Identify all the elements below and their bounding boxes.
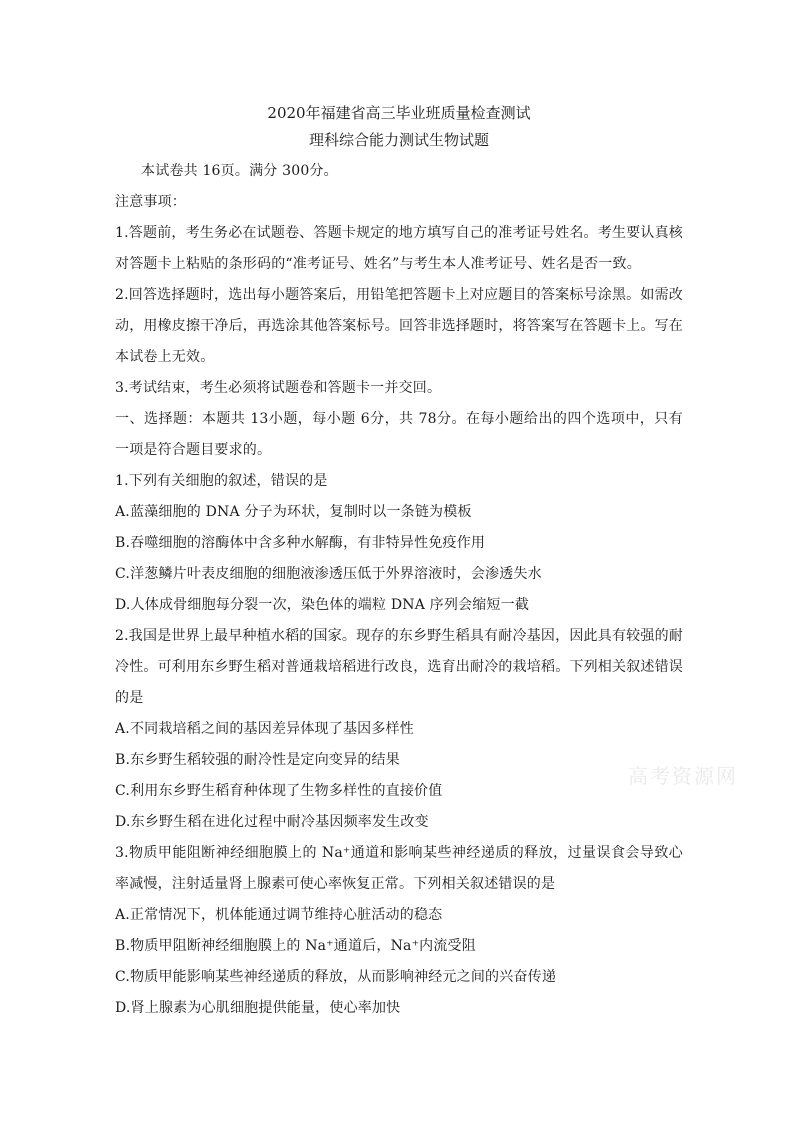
watermark-logo: 高考资源网 bbox=[628, 764, 738, 788]
notice-heading: 注意事项： bbox=[115, 194, 186, 210]
question-3-option-b: B.物质甲阻断神经细胞膜上的 Na⁺通道后，Na⁺内流受阻 bbox=[115, 938, 476, 954]
question-2-stem: 2.我国是世界上最早种植水稻的国家。现存的东乡野生稻具有耐冷基因，因此具有较强的耐冷性。可利用东乡野生稻对普通栽培稻进行改良，选育出耐冷的栽培稻。下列相关叙述错误的是 bbox=[115, 628, 683, 706]
question-1-option-d: D.人体成骨细胞每分裂一次，染色体的端粒 DNA 序列会缩短一截 bbox=[115, 597, 530, 613]
exam-title: 2020年福建省高三毕业班质量检查测试 bbox=[267, 104, 531, 122]
exam-subtitle: 理科综合能力测试生物试题 bbox=[308, 131, 489, 149]
notice-item-2: 2.回答选择题时，选出每小题答案后，用铅笔把答题卡上对应题目的答案标号涂黑。如需改动，用橡皮擦干净后，再选涂其他答案标号。回答非选择题时，将答案写在答题卡上。写在本试卷上无效。 bbox=[115, 287, 683, 365]
question-2-option-c: C.利用东乡野生稻育种体现了生物多样性的直接价值 bbox=[115, 783, 443, 799]
question-1-option-c: C.洋葱鳞片叶表皮细胞的细胞液渗透压低于外界溶液时，会渗透失水 bbox=[115, 566, 542, 582]
question-3-option-d: D.肾上腺素为心肌细胞提供能量，使心率加快 bbox=[115, 1000, 401, 1016]
exam-intro: 本试卷共 16页。满分 300分。 bbox=[141, 163, 338, 179]
question-2-option-d: D.东乡野生稻在进化过程中耐冷基因频率发生改变 bbox=[115, 814, 429, 830]
question-2-option-a: A.不同栽培稻之间的基因差异体现了基因多样性 bbox=[115, 721, 414, 737]
question-1-option-a: A.蓝藻细胞的 DNA 分子为环状，复制时以一条链为模板 bbox=[115, 504, 472, 520]
notice-item-3: 3.考试结束，考生必须将试题卷和答题卡一并交回。 bbox=[115, 380, 442, 396]
question-3-option-a: A.正常情况下，机体能通过调节维持心脏活动的稳态 bbox=[115, 907, 443, 923]
section-heading: 一、选择题：本题共 13小题，每小题 6分，共 78分。在每小题给出的四个选项中，只有一项是符合题目要求的。 bbox=[115, 411, 683, 458]
notice-item-1: 1.答题前，考生务必在试题卷、答题卡规定的地方填写自己的准考证号姓名。考生要认真核对答题卡上粘贴的条形码的“准考证号、姓名”与考生本人准考证号、姓名是否一致。 bbox=[115, 225, 683, 272]
question-1-stem: 1.下列有关细胞的叙述，错误的是 bbox=[115, 473, 328, 489]
question-3-option-c: C.物质甲能影响某些神经递质的释放，从而影响神经元之间的兴奋传递 bbox=[115, 969, 557, 985]
question-1-option-b: B.吞噬细胞的溶酶体中含多种水解酶，有非特异性免疫作用 bbox=[115, 535, 486, 551]
exam-content bbox=[115, 100, 683, 1024]
question-3-stem: 3.物质甲能阻断神经细胞膜上的 Na⁺通道和影响某些神经递质的释放，过量误食会导致心率减慢，注射适量肾上腺素可使心率恢复正常。下列相关叙述错误的是 bbox=[115, 845, 683, 892]
question-2-option-b: B.东乡野生稻较强的耐冷性是定向变异的结果 bbox=[115, 752, 400, 768]
